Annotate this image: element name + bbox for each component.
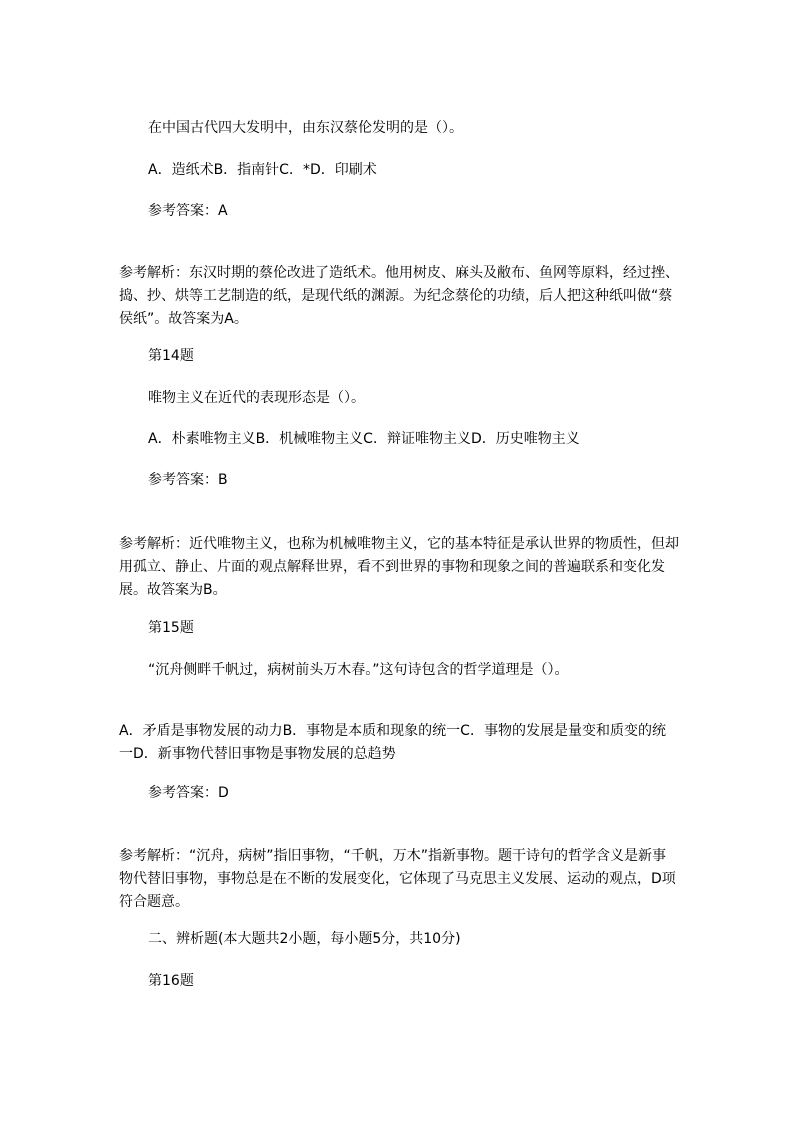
answer-text: 参考答案：A xyxy=(148,203,228,219)
question-title: 第14题 xyxy=(148,348,194,364)
question-title: 第15题 xyxy=(148,620,194,636)
answer-text: 参考答案：B xyxy=(148,472,228,488)
section-heading: 二、辨析题(本大题共2小题，每小题5分，共10分) xyxy=(148,931,461,947)
answer-text: 参考答案：D xyxy=(148,785,229,801)
question-stem: 在中国古代四大发明中，由东汉蔡伦发明的是（）。 xyxy=(148,120,463,136)
question-stem: “沉舟侧畔千帆过，病树前头万木春。”这句诗包含的哲学道理是（）。 xyxy=(148,662,569,678)
analysis-text: 参考解析：“沉舟，病树”指旧事物，“千帆，万木”指新事物。题干诗句的哲学含义是新事物代替旧事物，事物总是在不断的发展变化，它体现了马克思主义发展、运动的观点，D项符合题意。 xyxy=(119,848,676,910)
question-16-title: 第16题 xyxy=(148,973,194,989)
question-options: A．朴素唯物主义B．机械唯物主义C．辩证唯物主义D．历史唯物主义 xyxy=(148,431,580,447)
analysis-text: 参考解析：东汉时期的蔡伦改进了造纸术。他用树皮、麻头及敝布、鱼网等原料，经过挫、捣、抄、烘等工艺制造的纸，是现代纸的渊源。为纪念蔡伦的功绩，后人把这种纸叫做“蔡侯纸”。故答案为A。 xyxy=(119,265,679,327)
question-stem: 唯物主义在近代的表现形态是（）。 xyxy=(148,390,365,406)
question-options: A．矛盾是事物发展的动力B．事物是本质和现象的统一C．事物的发展是量变和质变的统一D．新事物代替旧事物是事物发展的总趋势 xyxy=(119,723,666,762)
analysis-text: 参考解析：近代唯物主义，也称为机械唯物主义，它的基本特征是承认世界的物质性，但却用孤立、静止、片面的观点解释世界，看不到世界的事物和现象之间的普遍联系和变化发展。故答案为B。 xyxy=(119,536,679,598)
question-options: A．造纸术B．指南针C．*D．印刷术 xyxy=(148,162,377,178)
